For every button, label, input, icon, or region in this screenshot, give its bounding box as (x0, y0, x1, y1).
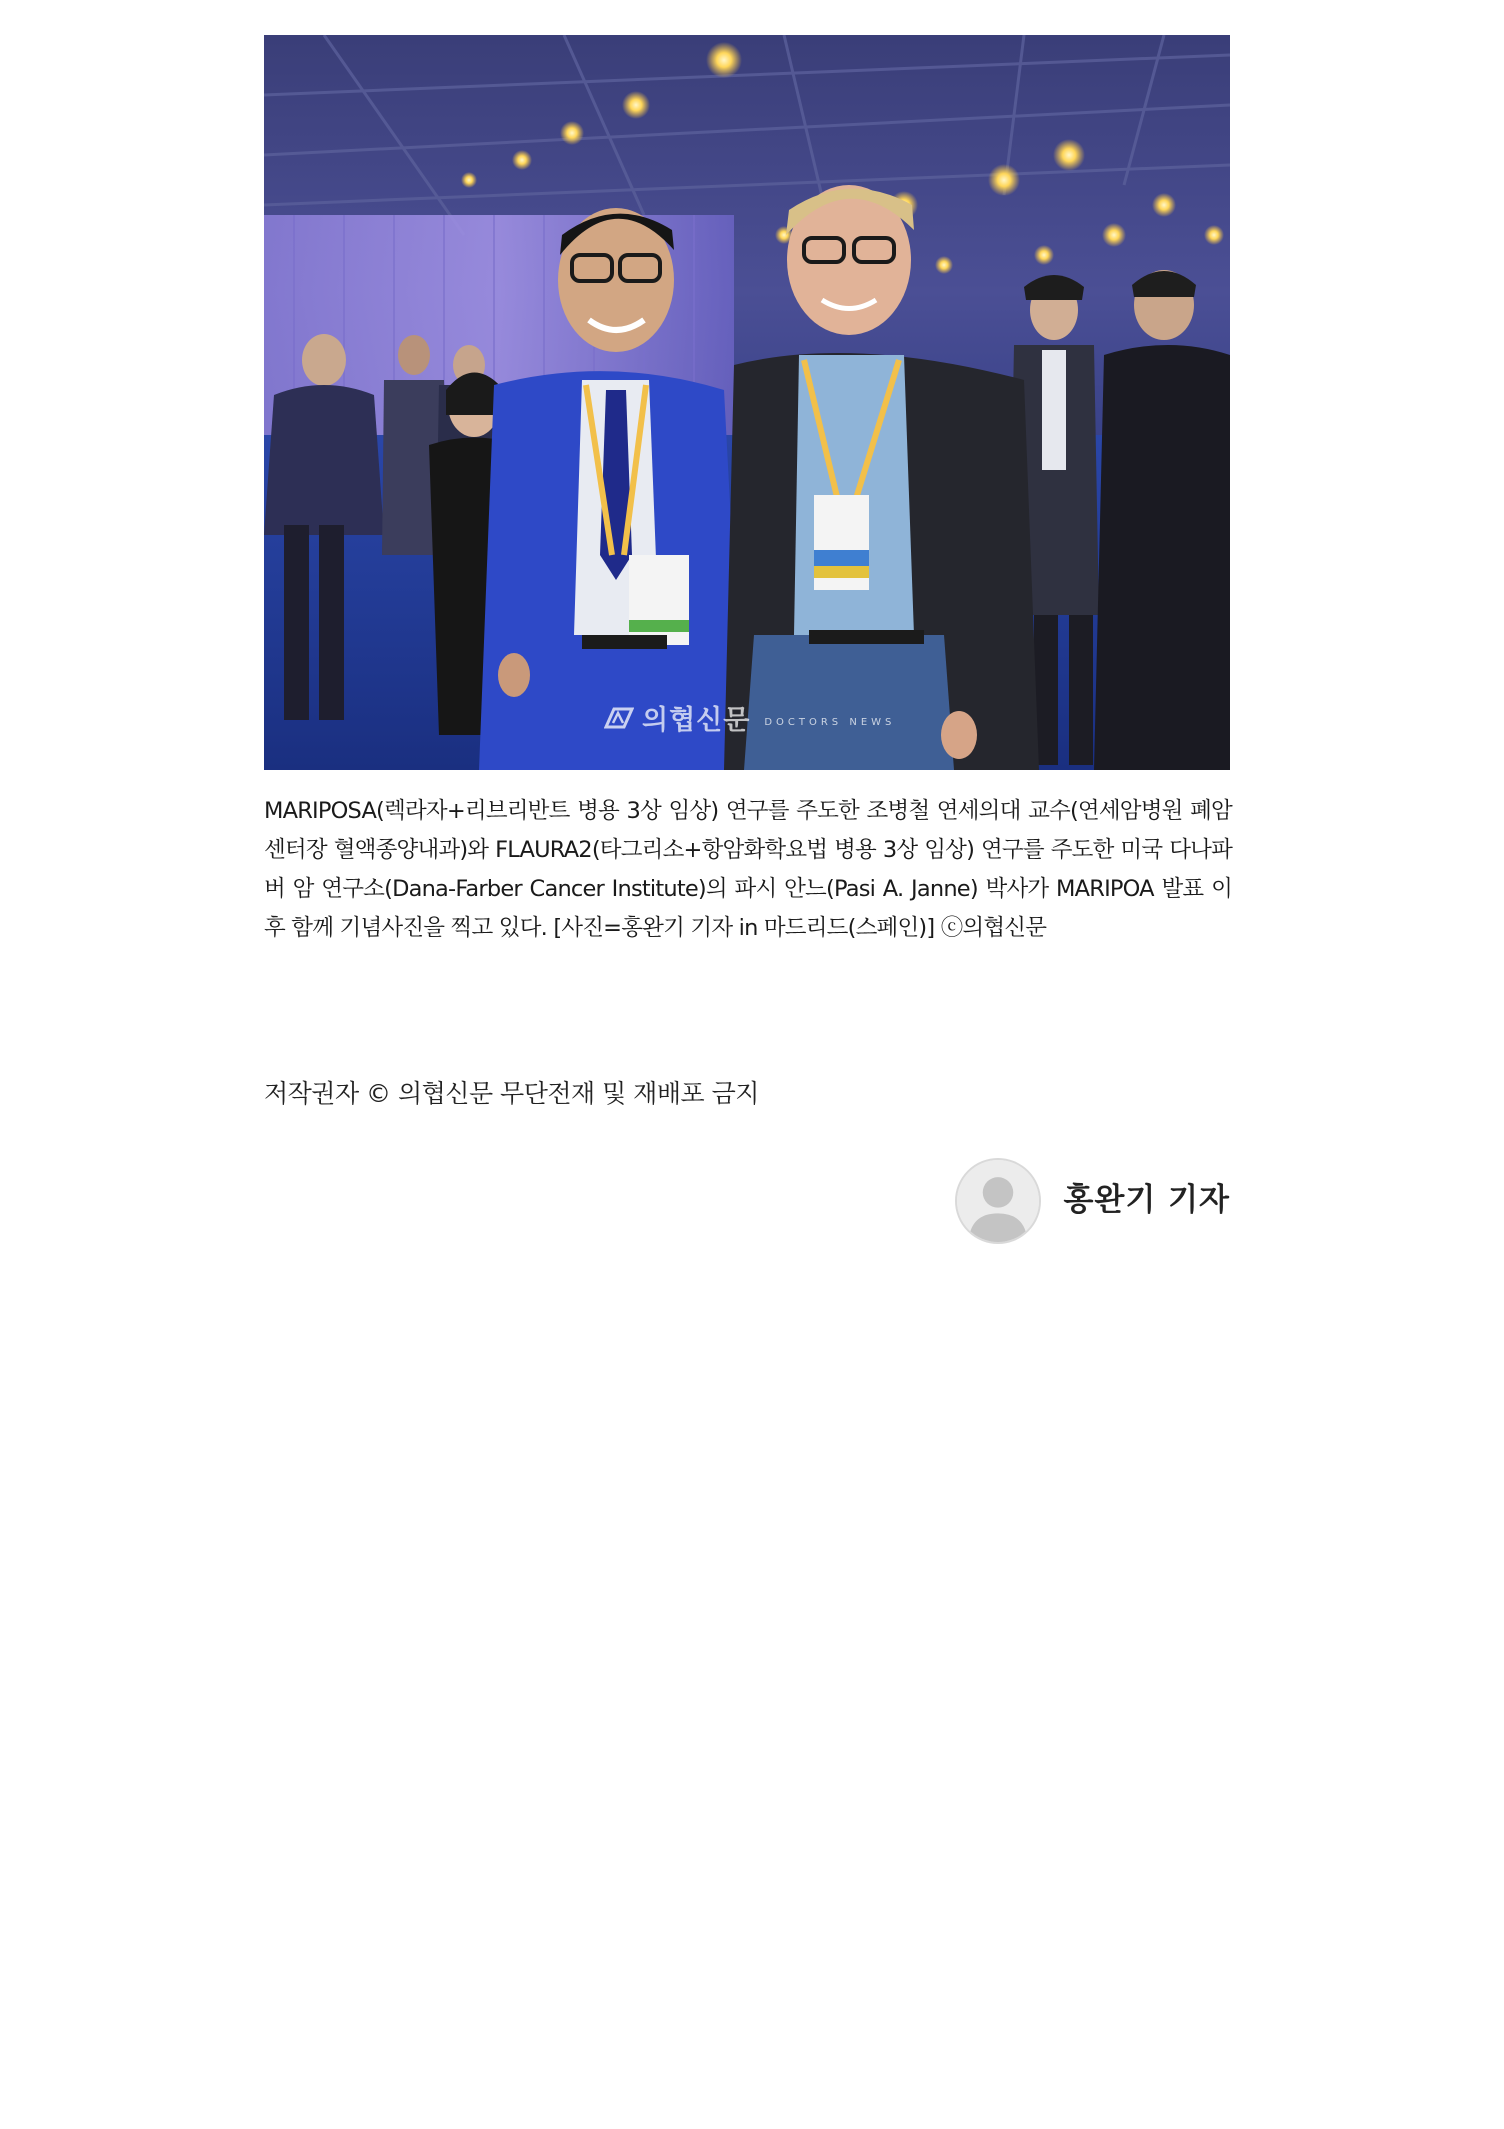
watermark-text: 의협신문 (642, 705, 751, 736)
photo-watermark (604, 698, 895, 737)
photo-illustration (264, 35, 1230, 770)
photo-caption: MARIPOSA(렉라자+리브리반트 병용 3상 임상) 연구를 주도한 조병철 연세의대 교수(연세암병원 폐암센터장 혈액종양내과)와 FLAURA2(타그리소+항암화학요법 병용 3상 임상) 연구를 주도한 미국 다나파버 암 연구소(Dana-Farber Cancer Institute)의 파시 안느(Pasi A. Janne) 박사가 MARIPOA 발표 이후 함께 기념사진을 찍고 있다. [사진=홍완기 기자 in 마드리드(스페인)] ⓒ의협신문 (264, 798, 1232, 941)
copyright-notice: 저작권자 © 의협신문 무단전재 및 재배포 금지 (264, 1079, 759, 1108)
reporter-byline (955, 1158, 1230, 1244)
user-placeholder-icon (957, 1160, 1039, 1242)
watermark-logo-icon (604, 707, 634, 729)
avatar[interactable] (955, 1158, 1041, 1244)
watermark-subtext: DOCTORS NEWS (764, 717, 896, 728)
reporter-name[interactable]: 홍완기 기자 (1063, 1181, 1230, 1218)
article-photo (264, 35, 1230, 770)
